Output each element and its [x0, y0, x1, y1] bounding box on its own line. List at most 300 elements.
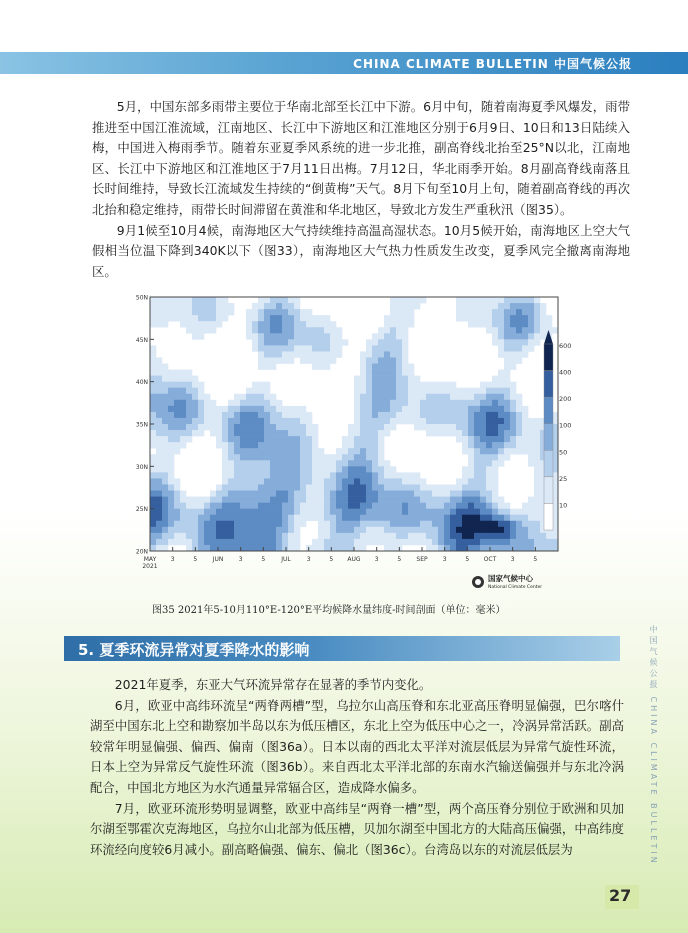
heatmap-cell [186, 321, 192, 327]
heatmap-cell [252, 388, 258, 394]
heatmap-cell [498, 321, 504, 327]
heatmap-cell [480, 297, 486, 303]
heatmap-cell [168, 491, 174, 497]
heatmap-cell [180, 539, 186, 545]
heatmap-cell [258, 418, 264, 424]
heatmap-cell [162, 491, 168, 497]
heatmap-cell [540, 545, 546, 551]
heatmap-cell [210, 327, 216, 333]
heatmap-cell [402, 327, 408, 333]
heatmap-cell [462, 424, 468, 430]
heatmap-cell [348, 491, 354, 497]
heatmap-cell [258, 533, 264, 539]
heatmap-cell [378, 533, 384, 539]
heatmap-cell [270, 472, 276, 478]
heatmap-cell [426, 388, 432, 394]
heatmap-cell [222, 491, 228, 497]
heatmap-cell [330, 497, 336, 503]
heatmap-cell [222, 418, 228, 424]
heatmap-cell [354, 388, 360, 394]
heatmap-cell [252, 303, 258, 309]
heatmap-cell [162, 315, 168, 321]
heatmap-cell [354, 394, 360, 400]
heatmap-cell [390, 545, 396, 551]
heatmap-cell [390, 333, 396, 339]
heatmap-cell [534, 297, 540, 303]
heatmap-cell [162, 466, 168, 472]
heatmap-cell [246, 448, 252, 454]
heatmap-cell [276, 406, 282, 412]
heatmap-cell [366, 442, 372, 448]
heatmap-cell [330, 515, 336, 521]
heatmap-cell [186, 376, 192, 382]
heatmap-cell [504, 315, 510, 321]
heatmap-cell [186, 327, 192, 333]
heatmap-cell [192, 515, 198, 521]
heatmap-cell [516, 315, 522, 321]
heatmap-cell [222, 509, 228, 515]
heatmap-cell [534, 303, 540, 309]
heatmap-cell [432, 515, 438, 521]
heatmap-cell [252, 466, 258, 472]
heatmap-cell [474, 303, 480, 309]
heatmap-cell [282, 497, 288, 503]
heatmap-cell [228, 539, 234, 545]
x-tick-label: 5 [465, 556, 470, 563]
heatmap-cell [354, 430, 360, 436]
heatmap-cell [318, 327, 324, 333]
heatmap-cell [300, 460, 306, 466]
heatmap-cell [258, 424, 264, 430]
heatmap-cell [336, 345, 342, 351]
heatmap-cell [438, 515, 444, 521]
heatmap-cell [504, 539, 510, 545]
heatmap-cell [282, 539, 288, 545]
heatmap-cell [162, 364, 168, 370]
heatmap-cell [210, 539, 216, 545]
heatmap-cell [300, 497, 306, 503]
heatmap-cell [516, 303, 522, 309]
heatmap-cell [450, 394, 456, 400]
heatmap-cell [486, 472, 492, 478]
heatmap-cell [210, 424, 216, 430]
heatmap-cell [360, 491, 366, 497]
heatmap-cell [294, 503, 300, 509]
heatmap-cell [522, 545, 528, 551]
heatmap-cell [276, 333, 282, 339]
heatmap-cell [240, 424, 246, 430]
heatmap-cell [180, 370, 186, 376]
heatmap-cell [294, 424, 300, 430]
heatmap-cell [390, 503, 396, 509]
heatmap-cell [498, 545, 504, 551]
heatmap-cell [246, 315, 252, 321]
heatmap-cell [234, 460, 240, 466]
heatmap-cell [492, 454, 498, 460]
heatmap-cell [270, 333, 276, 339]
heatmap-cell [510, 527, 516, 533]
heatmap-cell [288, 545, 294, 551]
heatmap-cell [504, 351, 510, 357]
heatmap-cell [228, 424, 234, 430]
heatmap-cell [360, 478, 366, 484]
heatmap-cell [270, 364, 276, 370]
heatmap-cell [258, 460, 264, 466]
heatmap-cell [246, 418, 252, 424]
heatmap-cell [162, 539, 168, 545]
heatmap-cell [480, 539, 486, 545]
heatmap-cell [474, 406, 480, 412]
heatmap-cell [342, 515, 348, 521]
heatmap-cell [390, 478, 396, 484]
heatmap-cell [162, 424, 168, 430]
heatmap-cell [264, 315, 270, 321]
heatmap-cell [258, 503, 264, 509]
heatmap-cell [270, 327, 276, 333]
heatmap-cell [342, 478, 348, 484]
heatmap-cell [258, 357, 264, 363]
heatmap-cell [396, 351, 402, 357]
heatmap-cell [534, 503, 540, 509]
heatmap-cell [360, 388, 366, 394]
heatmap-cell [522, 533, 528, 539]
heatmap-cell [480, 521, 486, 527]
heatmap-cell [516, 406, 522, 412]
heatmap-cell [396, 321, 402, 327]
heatmap-cell [204, 321, 210, 327]
heatmap-cell [246, 424, 252, 430]
heatmap-cell [414, 303, 420, 309]
heatmap-cell [450, 418, 456, 424]
heatmap-cell [270, 539, 276, 545]
heatmap-cell [228, 478, 234, 484]
colorbar-segment [544, 397, 553, 424]
heatmap-cell [510, 442, 516, 448]
heatmap-cell [378, 333, 384, 339]
heatmap-cell [282, 545, 288, 551]
heatmap-cell [504, 327, 510, 333]
heatmap-cell [210, 515, 216, 521]
heatmap-cell [468, 388, 474, 394]
heatmap-cell [186, 309, 192, 315]
heatmap-cell [414, 533, 420, 539]
heatmap-cell [498, 333, 504, 339]
heatmap-cell [390, 521, 396, 527]
heatmap-cell [264, 327, 270, 333]
heatmap-cell [528, 327, 534, 333]
heatmap-cell [402, 303, 408, 309]
heatmap-cell [492, 484, 498, 490]
heatmap-cell [156, 357, 162, 363]
heatmap-cell [480, 400, 486, 406]
heatmap-cell [348, 460, 354, 466]
heatmap-cell [402, 321, 408, 327]
heatmap-cell [372, 400, 378, 406]
heatmap-cell [522, 327, 528, 333]
heatmap-cell [552, 539, 558, 545]
heatmap-cell [192, 521, 198, 527]
heatmap-cell [462, 533, 468, 539]
heatmap-cell [258, 297, 264, 303]
heatmap-cell [270, 454, 276, 460]
heatmap-cell [204, 412, 210, 418]
heatmap-cell [168, 388, 174, 394]
heatmap-cell [360, 497, 366, 503]
heatmap-cell [516, 400, 522, 406]
heatmap-cell [468, 309, 474, 315]
heatmap-cell [240, 533, 246, 539]
heatmap-cell [396, 345, 402, 351]
heatmap-cell [288, 533, 294, 539]
heatmap-cell [450, 430, 456, 436]
heatmap-cell [150, 297, 156, 303]
heatmap-cell [168, 436, 174, 442]
heatmap-cell [366, 406, 372, 412]
heatmap-cell [150, 370, 156, 376]
heatmap-cell [162, 515, 168, 521]
heatmap-cell [396, 357, 402, 363]
heatmap-cell [528, 521, 534, 527]
heatmap-cell [288, 503, 294, 509]
heatmap-cell [246, 466, 252, 472]
heatmap-cell [168, 497, 174, 503]
heatmap-cell [222, 466, 228, 472]
heatmap-cell [336, 503, 342, 509]
heatmap-cell [372, 466, 378, 472]
heatmap-cell [468, 321, 474, 327]
heatmap-cell [294, 406, 300, 412]
heatmap-cell [270, 442, 276, 448]
heatmap-cell [336, 339, 342, 345]
heatmap-cell [390, 327, 396, 333]
heatmap-cell [378, 345, 384, 351]
heatmap-cell [486, 527, 492, 533]
heatmap-cell [534, 333, 540, 339]
heatmap-cell [354, 412, 360, 418]
heatmap-cell [150, 545, 156, 551]
heatmap-cell [360, 394, 366, 400]
heatmap-cell [342, 533, 348, 539]
heatmap-cell [342, 527, 348, 533]
heatmap-cell [198, 497, 204, 503]
heatmap-cell [150, 515, 156, 521]
heatmap-cell [378, 497, 384, 503]
heatmap-cell [300, 412, 306, 418]
heatmap-cell [408, 412, 414, 418]
heatmap-cell [198, 521, 204, 527]
heatmap-cell [492, 424, 498, 430]
heatmap-cell [510, 521, 516, 527]
heatmap-cell [552, 533, 558, 539]
heatmap-cell [276, 545, 282, 551]
heatmap-cell [360, 418, 366, 424]
heatmap-cell [456, 424, 462, 430]
heatmap-cell [516, 333, 522, 339]
heatmap-cell [282, 436, 288, 442]
logo-emblem-inner [475, 579, 481, 585]
logo-sublabel: National Climate Center [488, 585, 543, 590]
heatmap-cell [444, 388, 450, 394]
heatmap-cell [522, 418, 528, 424]
heatmap-cell [240, 497, 246, 503]
heatmap-cell [354, 454, 360, 460]
paragraph: 6月，欧亚中高纬环流呈“两脊两槽”型，乌拉尔山高压脊和东北亚高压脊明显偏强，巴尔喀什湖至中国东北上空和勘察加半岛以东为低压槽区，东北上空为低压中心之一，冷涡异常活跃。副高较常年明显偏强、偏西、偏南（图36a）。日本以南的西北太平洋对流层低层为异常气旋性环流，日本上空为异常反气旋性环流（图36b）。来自西北太平洋北部的东南水汽输送偏强并与东北冷涡配合，中国北方地区为水汽通量异常辐合区，造成降水偏多。 [90, 697, 624, 795]
heatmap-cell [300, 503, 306, 509]
heatmap-cell [462, 466, 468, 472]
heatmap-cell [252, 491, 258, 497]
heatmap-cell [324, 345, 330, 351]
heatmap-cell [354, 527, 360, 533]
heatmap-cell [492, 406, 498, 412]
heatmap-cell [198, 533, 204, 539]
heatmap-cell [462, 472, 468, 478]
heatmap-cell [426, 521, 432, 527]
heatmap-cell [438, 539, 444, 545]
heatmap-cell [222, 484, 228, 490]
heatmap-cell [312, 460, 318, 466]
heatmap-cell [294, 539, 300, 545]
heatmap-cell [288, 333, 294, 339]
heatmap-cell [360, 436, 366, 442]
heatmap-cell [444, 491, 450, 497]
heatmap-cell [534, 321, 540, 327]
heatmap-cell [474, 466, 480, 472]
heatmap-cell [306, 309, 312, 315]
heatmap-cell [204, 327, 210, 333]
heatmap-cell [522, 406, 528, 412]
heatmap-cell [234, 545, 240, 551]
heatmap-cell [498, 430, 504, 436]
heatmap-cell [156, 406, 162, 412]
heatmap-cell [300, 315, 306, 321]
heatmap-cell [354, 478, 360, 484]
heatmap-cell [480, 412, 486, 418]
heatmap-cell [360, 351, 366, 357]
heatmap-cell [222, 309, 228, 315]
heatmap-cell [480, 491, 486, 497]
heatmap-cell [372, 527, 378, 533]
heatmap-cell [210, 533, 216, 539]
heatmap-cell [210, 315, 216, 321]
heatmap-cell [504, 400, 510, 406]
heatmap-cell [390, 484, 396, 490]
heatmap-cell [276, 321, 282, 327]
heatmap-cell [246, 321, 252, 327]
heatmap-cell [282, 460, 288, 466]
heatmap-cell [222, 303, 228, 309]
heatmap-cell [390, 297, 396, 303]
heatmap-cell [204, 503, 210, 509]
heatmap-cell [150, 466, 156, 472]
heatmap-cell [372, 406, 378, 412]
heatmap-cell [360, 484, 366, 490]
heatmap-cell [192, 527, 198, 533]
heatmap-cell [492, 400, 498, 406]
heatmap-cell [396, 509, 402, 515]
heatmap-cell [258, 351, 264, 357]
heatmap-cell [162, 521, 168, 527]
heatmap-cell [366, 376, 372, 382]
heatmap-cell [354, 376, 360, 382]
heatmap-cell [276, 327, 282, 333]
heatmap-cell [270, 297, 276, 303]
heatmap-cell [288, 484, 294, 490]
heatmap-cell [420, 503, 426, 509]
heatmap-cell [480, 315, 486, 321]
heatmap-cell [228, 303, 234, 309]
heatmap-cell [270, 309, 276, 315]
heatmap-cell [468, 460, 474, 466]
colorbar-segment [544, 503, 553, 530]
heatmap-cell [450, 503, 456, 509]
heatmap-cell [240, 527, 246, 533]
heatmap-cell [510, 418, 516, 424]
heatmap-cell [534, 454, 540, 460]
heatmap-cell [246, 521, 252, 527]
heatmap-cell [306, 466, 312, 472]
heatmap-cell [390, 339, 396, 345]
heatmap-cell [168, 442, 174, 448]
heatmap-cell [204, 539, 210, 545]
heatmap-cell [216, 539, 222, 545]
heatmap-cell [216, 297, 222, 303]
heatmap-cell [378, 388, 384, 394]
heatmap-cell [234, 466, 240, 472]
heatmap-cell [234, 418, 240, 424]
heatmap-cell [384, 430, 390, 436]
heatmap-cell [450, 509, 456, 515]
heatmap-cell [234, 484, 240, 490]
heatmap-cell [402, 339, 408, 345]
heatmap-cell [288, 515, 294, 521]
heatmap-cell [282, 327, 288, 333]
heatmap-cell [270, 321, 276, 327]
heatmap-cell [222, 545, 228, 551]
heatmap-cell [264, 545, 270, 551]
heatmap-cell [366, 466, 372, 472]
heatmap-cell [504, 533, 510, 539]
heatmap-cell [486, 436, 492, 442]
heatmap-cell [204, 515, 210, 521]
heatmap-cell [216, 545, 222, 551]
heatmap-cell [492, 503, 498, 509]
heatmap-cell [282, 478, 288, 484]
heatmap-cell [456, 503, 462, 509]
heatmap-cell [264, 478, 270, 484]
heatmap-cell [270, 351, 276, 357]
heatmap-cell [438, 388, 444, 394]
heatmap-cell [270, 448, 276, 454]
heatmap-cell [156, 400, 162, 406]
heatmap-cell [234, 539, 240, 545]
heatmap-cell [222, 533, 228, 539]
heatmap-cell [474, 460, 480, 466]
heatmap-cell [174, 370, 180, 376]
heatmap-cell [258, 466, 264, 472]
x-tick-label: 3 [170, 556, 175, 563]
heatmap-cell [534, 442, 540, 448]
heatmap-cell [270, 418, 276, 424]
heatmap-cell [348, 484, 354, 490]
heatmap-cell [174, 297, 180, 303]
heatmap-cell [522, 430, 528, 436]
heatmap-cell [288, 491, 294, 497]
heatmap-cell [210, 545, 216, 551]
heatmap-cell [324, 533, 330, 539]
heatmap-cell [354, 545, 360, 551]
heatmap-cell [162, 509, 168, 515]
heatmap-cell [516, 424, 522, 430]
